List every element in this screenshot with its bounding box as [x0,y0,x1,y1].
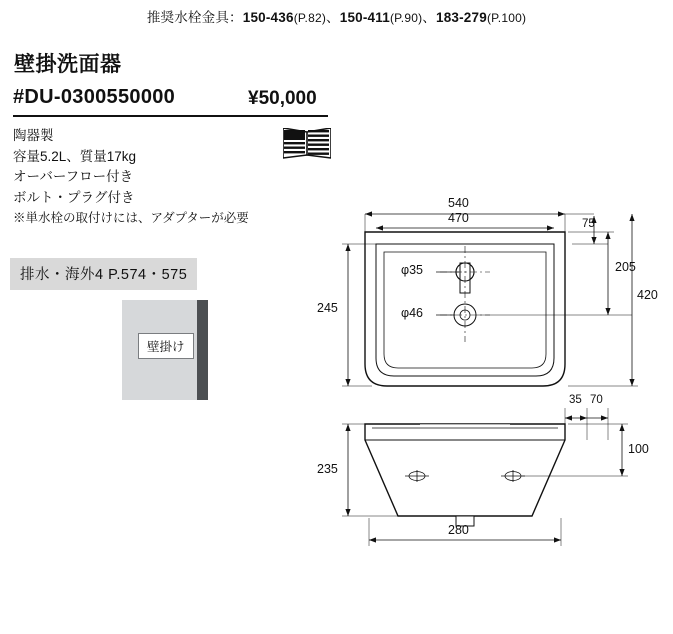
faucet-page-3: (P.100) [486,11,527,25]
thumbnail-label: 壁掛け [138,333,194,359]
catalog-book-icon [283,128,331,160]
recommended-faucets-line [0,6,673,26]
product-price: ¥50,000 [248,88,317,109]
faucet-page-1: (P.82) [293,11,327,25]
spec-item: オーバーフロー付き [13,169,134,184]
dim-235: 235 [317,462,338,476]
faucet-code-3: 183-279 [435,10,487,25]
faucet-sep-2: 、 [422,10,436,25]
faucet-code-2: 150-411 [339,10,390,25]
recommended-faucets-prefix: 推奨水栓金具： [146,10,243,25]
dim-hole-35: φ35 [401,263,424,277]
dim-205: 205 [615,260,636,274]
dim-540: 540 [448,196,469,210]
spec-list [13,126,249,229]
dim-420: 420 [637,288,658,302]
dim-280: 280 [448,523,469,537]
dim-245: 245 [317,301,338,315]
view-separator-line [420,424,510,425]
title-divider [13,115,328,117]
faucet-code-1: 150-436 [242,10,294,25]
dim-100: 100 [628,442,649,456]
wall-mount-thumbnail [122,300,208,400]
spec-item: 陶器製 [13,128,54,143]
technical-drawing [317,196,662,566]
faucet-page-2: (P.90) [389,11,423,25]
product-title: 壁掛洗面器 [14,53,122,76]
thumbnail-shadow [197,300,208,400]
dim-70: 70 [590,394,603,406]
spec-item: ボルト・プラグ付き [13,189,135,205]
dim-470: 470 [448,211,469,225]
dim-75: 75 [582,218,595,230]
spec-item: 容量5.2L、質量17kg [13,148,137,164]
dim-hole-46: φ46 [401,306,424,320]
spec-note: ※単水栓の取付けには、アダプターが必要 [13,211,249,225]
dim-35: 35 [569,394,582,406]
product-code: #DU-0300550000 [13,86,176,108]
category-tag: 排水・海外4 P.574・575 [10,258,197,290]
faucet-sep-1: 、 [326,10,340,25]
drawing-svg [332,196,662,566]
